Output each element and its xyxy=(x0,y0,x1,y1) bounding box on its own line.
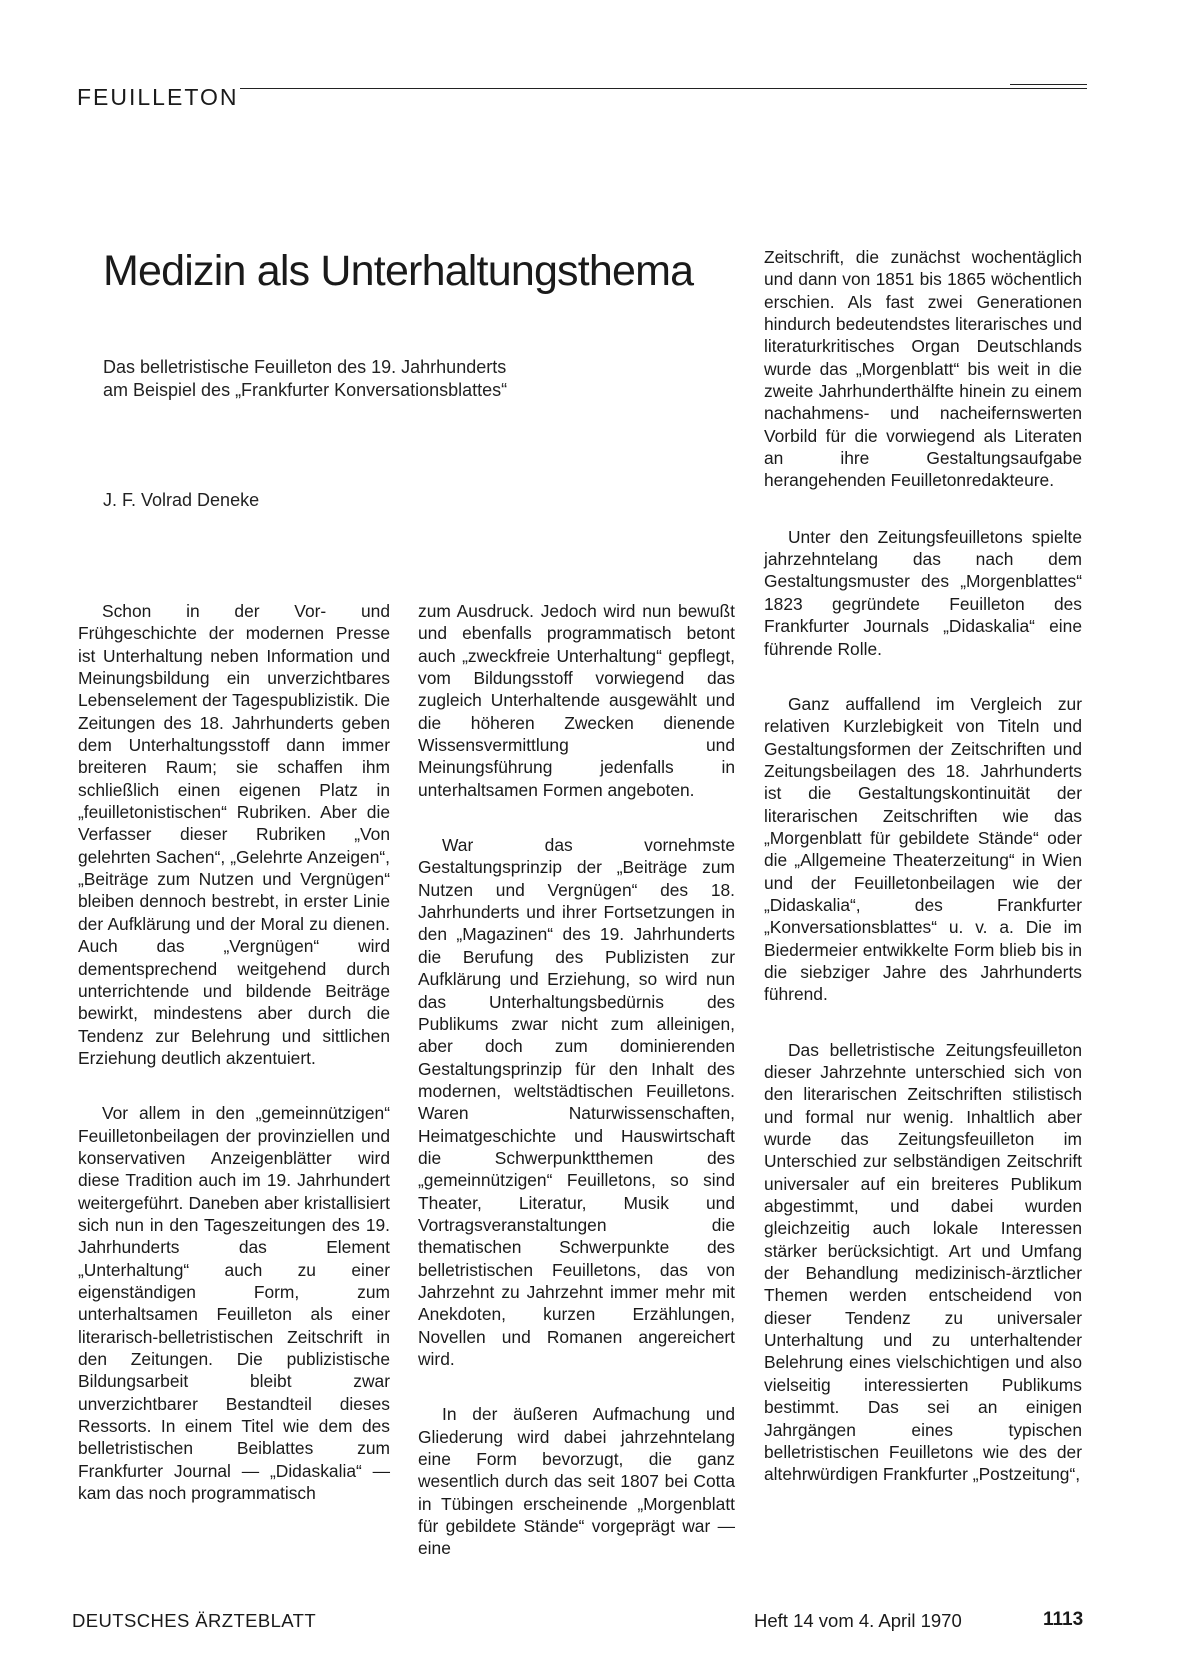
body-paragraph: Ganz auffallend im Vergleich zur relativen Kurzlebigkeit von Titeln und Gestaltungsformen der Zeitschriften und Zeitungsbeilagen des 18. Jahrhunderts ist die Gestaltungskontinuität der literarischen Zeitschriften wie das „Morgenblatt für gebildete Stände“ oder die „Allgemeine Theaterzeitung“ in Wien und der Feuilletonbeilagen wie der „Didaskalia“, des Frankfurter „Konversationsblattes“ u. v. a. Die im Biedermeier entwikkelte Form blieb bis in die siebziger Jahre des Jahrhunderts führend. xyxy=(764,693,1082,1005)
body-paragraph: Das belletristische Zeitungsfeuilleton dieser Jahrzehnte unterschied sich von den literarischen Zeitschriften stilistisch und formal nur wenig. Inhaltlich aber wurde das Zeitungsfeuilleton im Unterschied zur selbständigen Zeitschrift universaler auf ein breiteres Publikum abgestimmt, und dabei wurden gleichzeitig auch lokale Interessen stärker berücksichtigt. Art und Umfang der Behandlung medizinisch-ärztlicher Themen werden entscheidend von dieser Tendenz zu universaler Unterhaltung und zu unterhaltender Belehrung eines vielschichtigen und also vielseitig interessierten Publikums bestimmt. Das sei an einigen Jahrgängen eines typischen belletristischen Feuilletons wie des der altehrwürdigen Frankfurter „Postzeitung“, xyxy=(764,1039,1082,1485)
text-column-3 xyxy=(764,246,1082,1486)
body-paragraph: Vor allem in den „gemeinnützigen“ Feuilletonbeilagen der provinziellen und konservativen Anzeigenblätter wird diese Tradition auch im 19. Jahrhundert weitergeführt. Daneben aber kristallisiert sich nun in den Tageszeitungen des 19. Jahrhunderts das Element „Unterhaltung“ auch zu einer eigenständigen Form, zum unterhaltsamen Feuilleton als einer literarisch-belletristischen Zeitschrift in den Zeitungen. Die publizistische Bildungsarbeit bleibt zwar unverzichtbarer Bestandteil dieses Ressorts. In einem Titel wie dem des belletristischen Beiblattes zum Frankfurter Journal — „Didaskalia“ — kam das noch programmatisch xyxy=(78,1103,390,1504)
article-title: Medizin als Unterhaltungsthema xyxy=(103,247,694,295)
article-subtitle xyxy=(103,356,507,402)
page-number: 1113 xyxy=(1043,1609,1084,1630)
subtitle-line: Das belletristische Feuilleton des 19. Jahrhunderts xyxy=(103,357,507,377)
journal-name: DEUTSCHES ÄRZTEBLATT xyxy=(72,1610,317,1631)
body-paragraph: Unter den Zeitungsfeuilletons spielte jahrzehntelang das nach dem Gestaltungsmuster des „Morgenblattes“ 1823 gegründete Feuilleton des Frankfurter Journals „Didaskalia“ eine führende Rolle. xyxy=(764,526,1082,659)
section-label: FEUILLETON xyxy=(77,84,239,110)
subtitle-line: am Beispiel des „Frankfurter Konversationsblattes“ xyxy=(103,380,508,400)
text-column-2 xyxy=(418,600,735,1560)
section-divider-right xyxy=(1010,84,1087,85)
text-column-1 xyxy=(78,600,390,1504)
issue-info: Heft 14 vom 4. April 1970 xyxy=(754,1610,962,1631)
body-paragraph: Zeitschrift, die zunächst wochentäglich und dann von 1851 bis 1865 wöchentlich erschien. Als fast zwei Generationen hindurch bedeutendstes literarisches und literaturkritisches Organ Deutschlands wurde das „Morgenblatt“ bis weit in die zweite Jahrhunderthälfte hinein zu einem nachahmens- und nacheifernswerten Vorbild für die vorwiegend als Literaten an ihre Gestaltungsaufgabe herangehenden Feuilletonredakteure. xyxy=(764,247,1082,491)
body-paragraph: zum Ausdruck. Jedoch wird nun bewußt und ebenfalls programmatisch betont auch „zweckfreie Unterhaltung“ gepflegt, vom Bildungsstoff vorwiegend das zugleich Unterhaltende ausgewählt und die höheren Zwecken dienende Wissensvermittlung und Meinungsführung jedenfalls in unterhaltsamen Formen angeboten. xyxy=(418,601,735,800)
section-divider xyxy=(240,88,1087,89)
body-paragraph: War das vornehmste Gestaltungsprinzip der „Beiträge zum Nutzen und Vergnügen“ des 18. Jahrhunderts und ihrer Fortsetzungen in den „Magazinen“ des 19. Jahrhunderts die Berufung des Publizisten zur Aufklärung und Erziehung, so wird nun das Unterhaltungsbedürnis des Publikums zwar nicht zum alleinigen, aber doch zum dominierenden Gestaltungsprinzip für den Inhalt des modernen, weltstädtischen Feuilletons. Waren Naturwissenschaften, Heimatgeschichte und Hauswirtschaft die Schwerpunktthemen des „gemeinnützigen“ Feuilletons, so sind Theater, Literatur, Musik und Vortragsveranstaltungen die thematischen Schwerpunkte des belletristischen Feuilletons, das von Jahrzehnt zu Jahrzehnt immer mehr mit Anekdoten, kurzen Erzählungen, Novellen und Romanen angereichert wird. xyxy=(418,835,735,1369)
body-paragraph: Schon in der Vor- und Frühgeschichte der modernen Presse ist Unterhaltung neben Information und Meinungsbildung ein unverzichtbares Lebenselement der Tagespublizistik. Die Zeitungen des 18. Jahrhunderts geben dem Unterhaltungsstoff dann immer breiteren Raum; sie schaffen ihm schließlich einen eigenen Platz in „feuilletonistischen“ Rubriken. Aber die Verfasser dieser Rubriken „Von gelehrten Sachen“, „Gelehrte Anzeigen“, „Beiträge zum Nutzen und Vergnügen“ bleiben dennoch bestrebt, in erster Linie der Aufklärung und der Moral zu dienen. Auch das „Vergnügen“ wird dementsprechend weitgehend durch unterrichtende und bildende Beiträge bewirkt, mindestens aber durch die Tendenz zur Belehrung und sittlichen Erziehung deutlich akzentuiert. xyxy=(78,601,390,1068)
article-author: J. F. Volrad Deneke xyxy=(103,490,260,510)
body-paragraph: In der äußeren Aufmachung und Gliederung wird dabei jahrzehntelang eine Form bevorzugt, die ganz wesentlich durch das seit 1807 bei Cotta in Tübingen erscheinende „Morgenblatt für gebildete Stände“ vorgeprägt war — eine xyxy=(418,1404,735,1559)
